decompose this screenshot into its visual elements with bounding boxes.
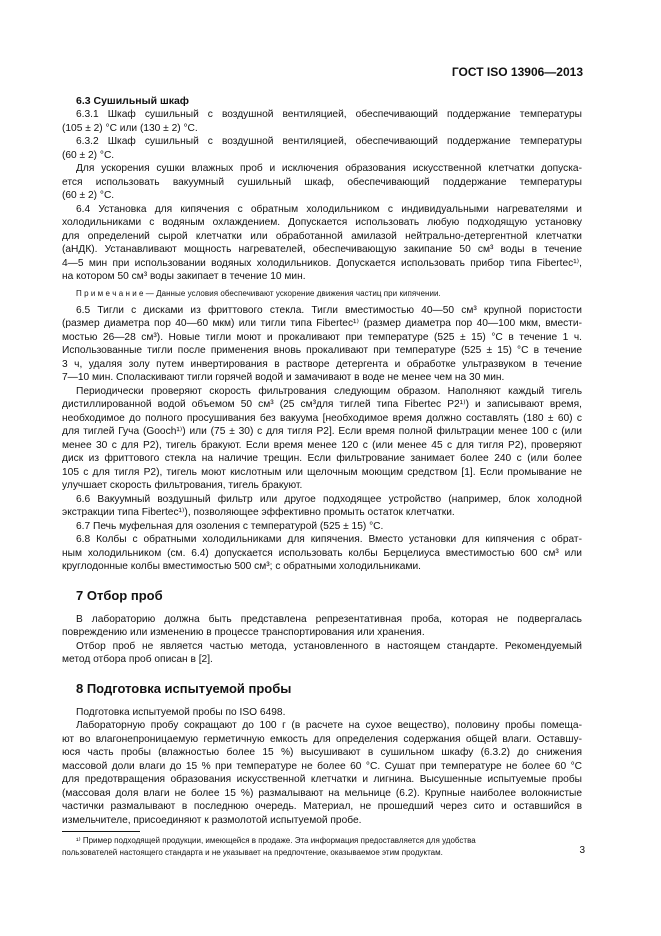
- text-line: мостью 26—28 см³). Новые тигли моют и прокаливают при температуре (525 ± 15) °С в течение 1 ч.: [62, 331, 582, 343]
- paragraph-line: Лабораторную пробу сокращают до 100 г (в расчете на сухое вещество), половину пробы помеща-: [76, 720, 582, 731]
- section-heading: 8 Подготовка испытуемой пробы: [76, 680, 292, 696]
- paragraph-line: 6.5 Тигли с дисками из фриттового стекла. Тигли вместимостью 40—50 см³ крупной пористости: [76, 304, 582, 316]
- section-heading: 7 Отбор проб: [76, 587, 163, 603]
- text-line: массовой доли влаги до 15 % при температуре не более 60 °С. Сушат при температуре не более 60 °С: [62, 760, 582, 772]
- footnote-divider: [62, 831, 140, 832]
- paragraph-line: 6.3.2 Шкаф сушильный с воздушной вентиляцией, обеспечивающий поддержание температуры: [76, 136, 582, 147]
- text-line: (105 ± 2) °С или (130 ± 2) °С.: [62, 122, 198, 134]
- footnote-text: пользователей настоящего стандарта и не указывает на предпочтение, оказываемое этим продуктам.: [62, 848, 443, 857]
- text-line: (60 ± 2) °С.: [62, 149, 115, 161]
- paragraph-line: Периодически проверяют скорость фильтрования следующим образом. Наполняют каждый тигель: [76, 385, 582, 397]
- text-line: холодильниками с водяным охлаждением. Допускается использовать любую подходящую установку: [62, 217, 582, 228]
- page-number: 3: [579, 845, 585, 856]
- document-body: [62, 94, 582, 859]
- document-code: ГОСТ ISO 13906—2013: [451, 65, 583, 79]
- text-line: (массовая доля влаги не более 15 %) размалывают на мельнице (6.2). Крупные наиболее волокнистые: [62, 787, 582, 799]
- paragraph-line: 6.4 Установка для кипячения с обратным холодильником с индивидуальными нагревателями и: [76, 203, 582, 215]
- text-line: ным холодильником (см. 6.4) допускается использовать колбы Берцелиуса вместимостью 600 см³ или: [62, 547, 582, 559]
- text-line: юся часть пробы (влажностью более 15 %) высушивают в сушильном шкафу (6.3.2) до снижения: [62, 747, 582, 758]
- paragraph-line: Для ускорения сушки влажных проб и исключения образования искусственной клетчатки допуска-: [76, 163, 582, 174]
- paragraph-line: 6.3.1 Шкаф сушильный с воздушной вентиляцией, обеспечивающий поддержание температуры: [76, 109, 582, 120]
- text-line: менее 30 с для P2), тигель бракуют. Если время менее 120 с (или менее 45 с для тигля P2), проверяют: [62, 439, 582, 451]
- text-line: измельчителе, присоединяют к размолотой испытуемой пробе.: [62, 814, 362, 826]
- paragraph-line: 6.8 Колбы с обратными холодильниками для кипячения. Вместо установки для кипячения с обрат-: [76, 534, 582, 545]
- text-line: частички размалывают в последнюю очередь. Материал, не прошедший через сито и оставшийся в: [62, 801, 582, 812]
- text-line: (60 ± 2) °С.: [62, 190, 115, 201]
- text-line: повреждению или изменению в процессе транспортирования или хранения.: [62, 627, 425, 638]
- text-line: 7—10 мин. Споласкивают тигли горячей водой и замачивают в воде не менее чем на 30 мин.: [62, 372, 505, 383]
- text-line: необходимое до полного просушивания без вакуума [необходимое время должно составлять (180 ± 60) с: [62, 412, 582, 424]
- text-line: 3 ч, удаляя золу путем инвертирования в растворе детергента и обработке ультразвуком в течение: [62, 358, 582, 370]
- paragraph-line: 6.7 Печь муфельная для озоления с температурой (525 ± 15) °С.: [76, 520, 384, 532]
- text-line: экстракции типа Fibertec¹⁾), позволяющее эффективно промыть остаток клетчатки.: [62, 507, 455, 518]
- note-text: П р и м е ч а н и е — Данные условия обеспечивают ускорение движения частиц при кипячении.: [76, 288, 441, 298]
- paragraph-line: 6.6 Вакуумный воздушный фильтр или другое подходящее устройство (например, блок холодной: [76, 493, 582, 505]
- text-line: на котором 50 см³ воды закипает в течение 10 мин.: [62, 271, 306, 282]
- text-line: круглодонные колбы вместимостью 500 см³; с обратными холодильниками.: [62, 561, 421, 572]
- subsection-heading: 6.3 Сушильный шкаф: [76, 95, 189, 107]
- paragraph-line: В лабораторию должна быть представлена репрезентативная проба, которая не подвергалась: [76, 613, 582, 625]
- text-line: для предотвращения образования искусственной клетчатки и лигнина. Высушенные испытуемые пробы: [62, 774, 582, 785]
- text-line: Использованные тигли после применения вновь прокаливают при температуре (525 ± 15) °С в течение: [62, 345, 582, 356]
- text-line: ют во влагонепроницаемую герметичную емкость для определения содержания общей влаги. Оставшу-: [62, 733, 582, 745]
- text-line: 105 с для тигля P2), тигель моют кислотным или щелочным моющим средством [1]. Если промывание не: [62, 466, 582, 478]
- text-line: для тиглей Гуча (Gooch¹⁾) или (75 ± 30) с для тигля P2]. Если время полной фильтрации менее 100 с (или: [62, 426, 582, 437]
- paragraph-line: Отбор проб не является частью метода, установленного в настоящем стандарте. Рекомендуемый: [76, 640, 582, 652]
- text-line: (размер диаметра пор 40—60 мкм) или тигли типа Fibertec¹⁾ (размер диаметра пор 40—100 мкм, вмести-: [62, 318, 582, 329]
- spacer: [62, 697, 582, 706]
- text-line: 4—5 мин при использовании водяных холодильников. Допускается использовать прибор типа Fibertec¹⁾,: [62, 257, 582, 269]
- spacer: [62, 667, 582, 681]
- footnote-text: ¹⁾ Пример подходящей продукции, имеющейся в продаже. Эта информация предоставляется для удобства: [76, 836, 476, 845]
- text-line: метод отбора проб описан в [2].: [62, 654, 213, 665]
- spacer: [62, 574, 582, 588]
- text-line: диск из фриттового стекла на наличие трещин. Если фильтрование занимает более 240 с (или более: [62, 453, 582, 464]
- spacer: [62, 604, 582, 613]
- text-line: ется использовать вакуумный сушильный шкаф, обеспечивающий поддержание температуры: [62, 176, 582, 188]
- text-line: улучшает скорость фильтрования, тигель бракуют.: [62, 480, 303, 491]
- text-line: для определений сырой клетчатки или обработанной амилазой нейтрально-детергентной клетчатки: [62, 230, 582, 242]
- text-line: дистиллированной водой объемом 50 см³ (25 см³для тиглей типа Fibertec P2¹⁾) и записывают время,: [62, 399, 582, 410]
- text-line: (аНДК). Устанавливают мощность нагревателей, обеспечивающую закипание 50 см³ воды в течение: [62, 244, 582, 255]
- paragraph-line: Подготовка испытуемой пробы по ISO 6498.: [76, 706, 286, 718]
